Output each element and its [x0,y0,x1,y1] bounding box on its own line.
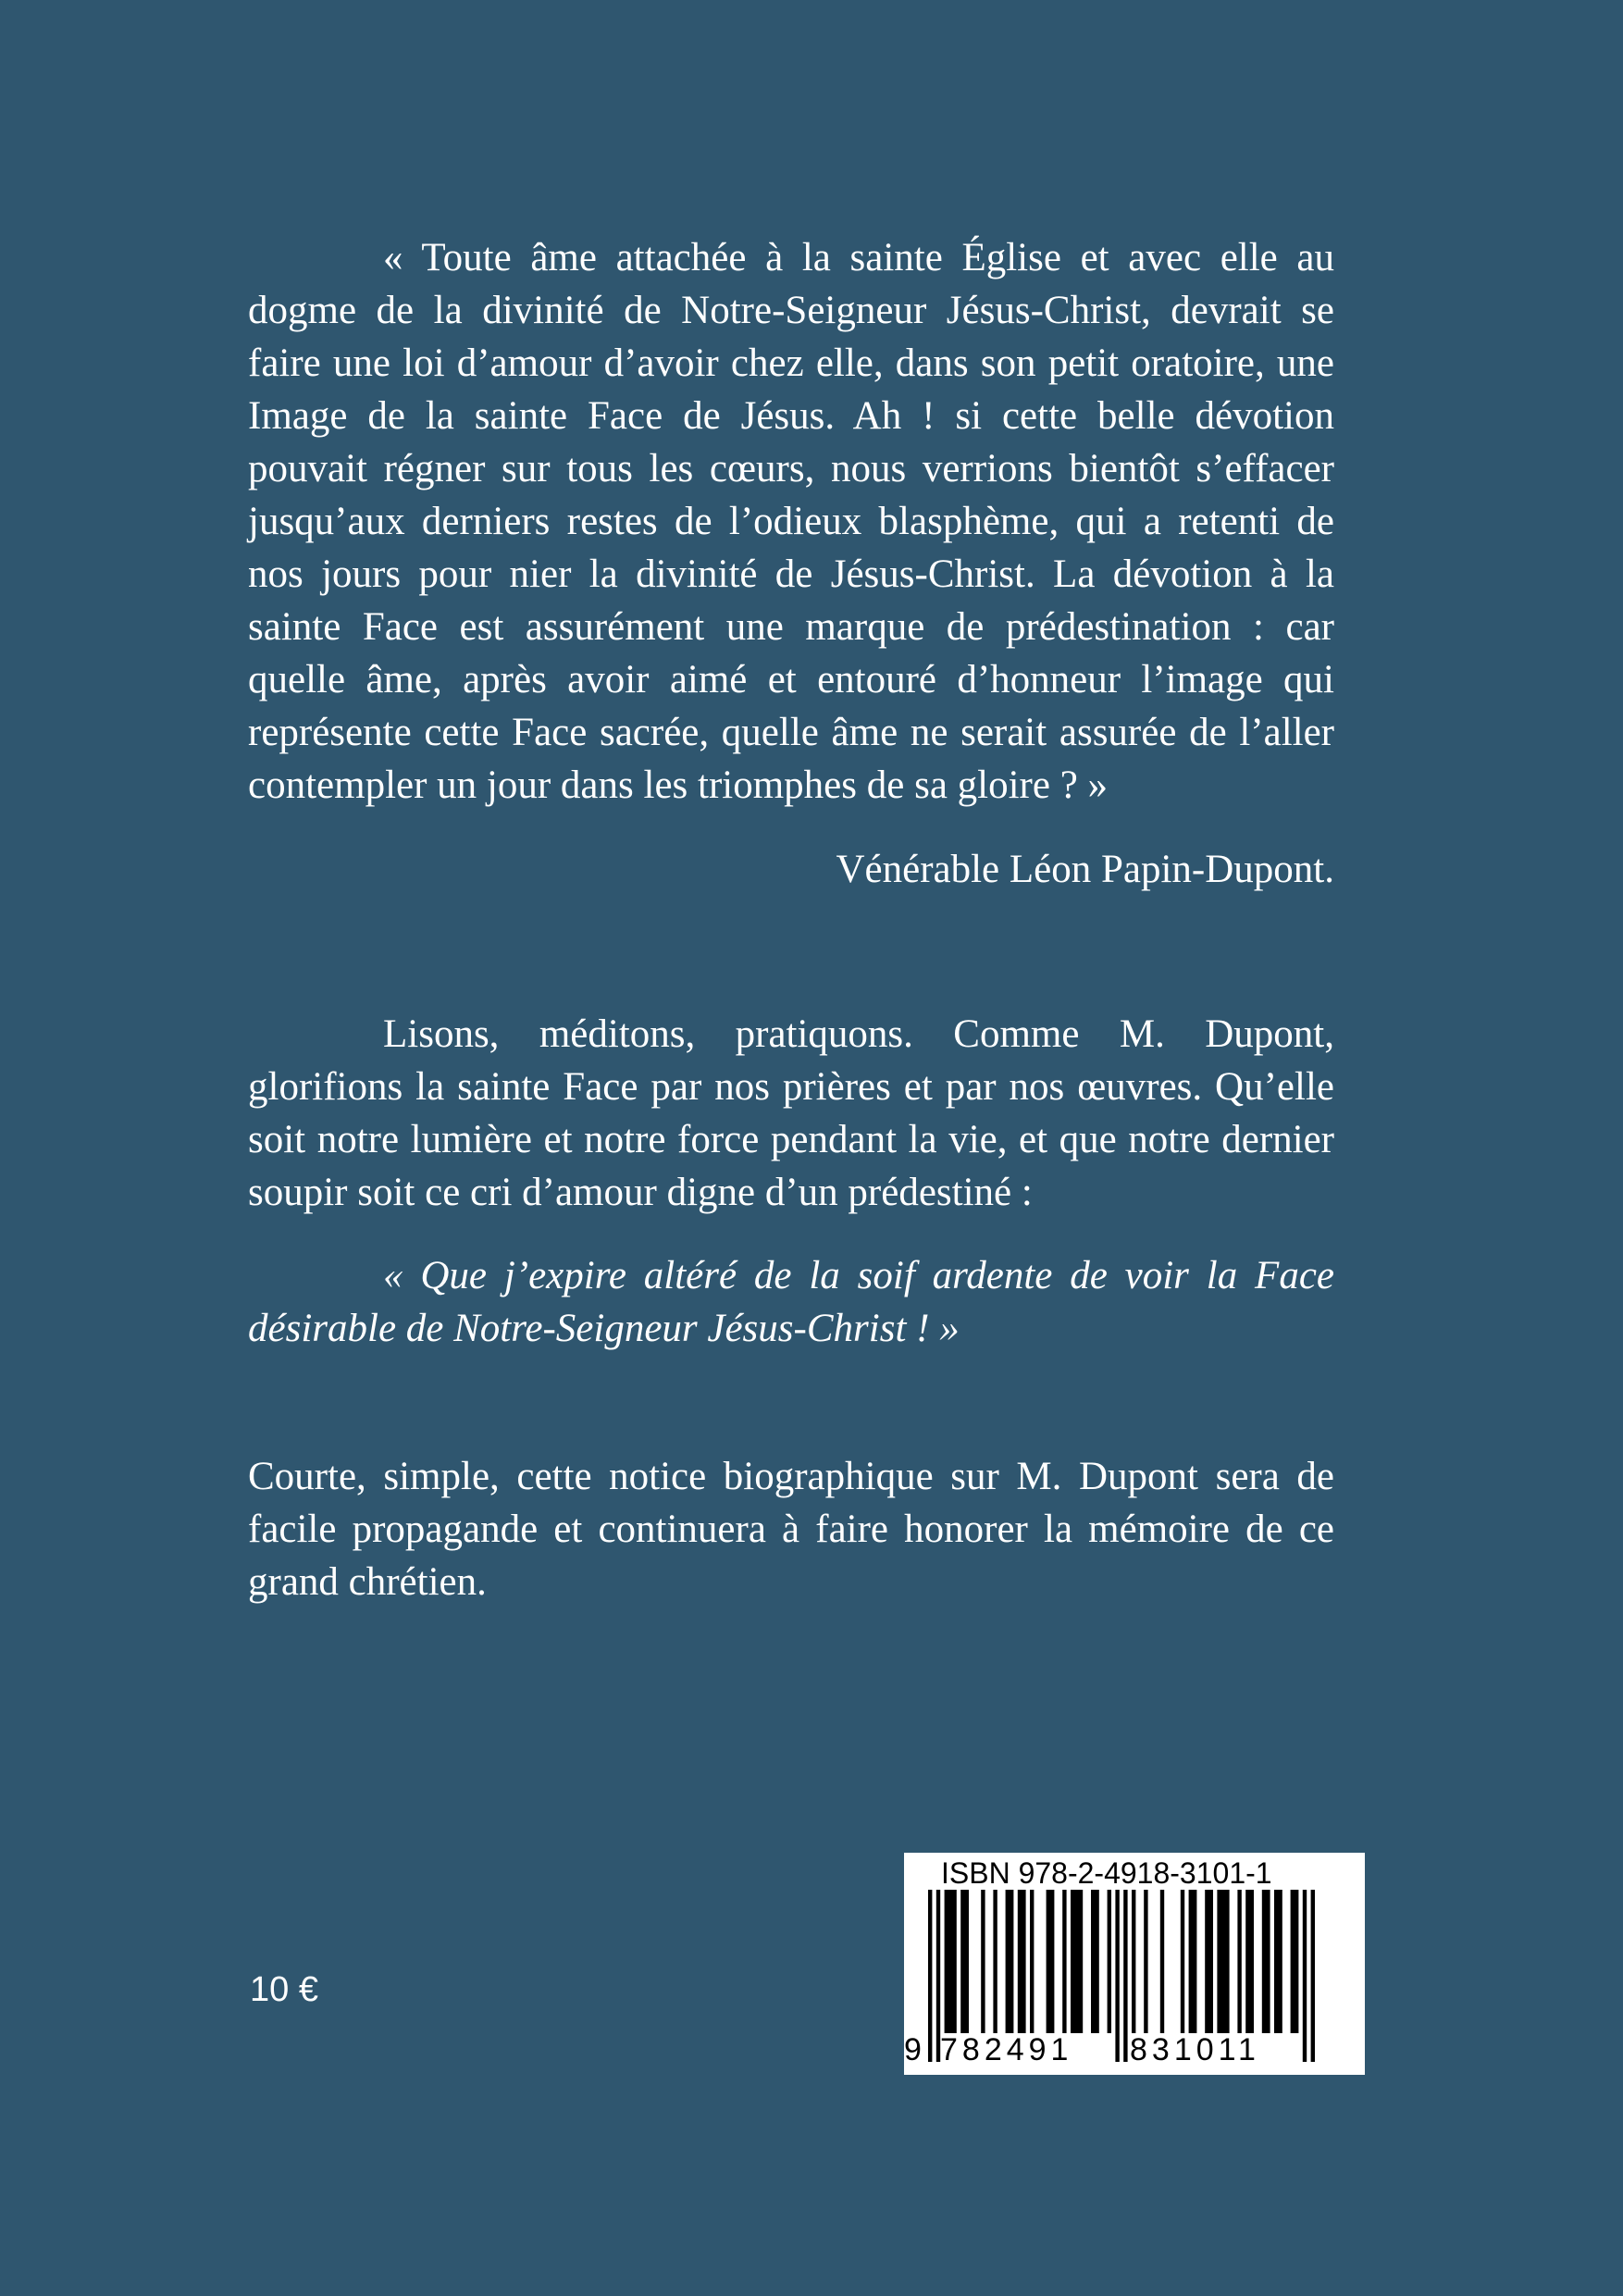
barcode-bar [1018,1890,1026,2033]
barcode-bar [1071,1890,1083,2033]
barcode-bar [960,1890,969,2033]
ean-digits [904,2031,1365,2068]
barcode-bar [1237,1890,1241,2033]
barcode-bar [1262,1890,1270,2033]
barcode-bar [1291,1890,1299,2033]
isbn-barcode [904,1853,1365,2075]
barcode-bar [993,1890,997,2033]
barcode-bar [1108,1890,1111,2033]
ean-left-group: 782491 [940,2032,1073,2067]
barcode-bar [1132,1890,1135,2033]
book-description: Courte, simple, cette notice biographique sur M. Dupont sera de facile propagande et continuera à faire honorer la mémoire de ce grand chrétien. [248,1455,1334,1604]
barcode-bar [1144,1890,1147,2033]
barcode-bar [1160,1890,1164,2033]
quote-attribution: Vénérable Léon Papin-Dupont. [836,848,1334,891]
barcode-bar [1245,1890,1254,2033]
exhortation-paragraph: Lisons, méditons, pratiquons. Comme M. Dupont, glorifions la sainte Face par nos prières et par nos œuvres. Qu’elle soit notre lumière et notre force pendant la vie, et que notre dernier soupir soit ce cri d’amour digne d’un prédestiné : [248,1012,1334,1214]
ean-first-digit: 9 [904,2032,922,2067]
barcode-bar [1181,1890,1184,2033]
barcode-bar [1030,1890,1034,2033]
barcode-bar [1274,1890,1282,2033]
price-label: 10 € [250,1970,318,2009]
barcode-bar [981,1890,985,2033]
isbn-number: ISBN 978-2-4918-3101-1 [941,1856,1272,1890]
barcode-bar [1062,1890,1066,2033]
barcode-bar [1217,1890,1229,2033]
barcode-bar [1006,1890,1014,2033]
devotion-quote: « Toute âme attachée à la sainte Église et avec elle au dogme de la divinité de Notre-Seigneur Jésus-Christ, devrait se faire une loi d’amour d’avoir chez elle, dans son petit oratoire, une Image de la sainte Face de Jésus. Ah ! si cette belle dévotion pouvait régner sur tous les cœurs, nous verrions bientôt s’effacer jusqu’aux derniers restes de l’odieux blasphème, qui a retenti de nos jours pour nier la divinité de Jésus-Christ. La dévotion à la sainte Face est assurément une marque de prédestination : car quelle âme, après avoir aimé et entouré d’honneur l’image qui représente cette Face sacrée, quelle âme ne serait assurée de l’aller contempler un jour dans les triomphes de sa gloire ? » [248,236,1334,807]
barcode-bar [945,1890,957,2033]
final-prayer-quote: « Que j’expire altéré de la soif ardente de voir la Face désirable de Notre-Seigneur Jésus-Christ ! » [248,1254,1334,1350]
barcode-bar [1091,1890,1099,2033]
barcode-bar [1047,1890,1055,2033]
barcode-bar [1205,1890,1213,2033]
ean-right-group: 831011 [1130,2032,1260,2067]
barcode-bar [1189,1890,1197,2033]
